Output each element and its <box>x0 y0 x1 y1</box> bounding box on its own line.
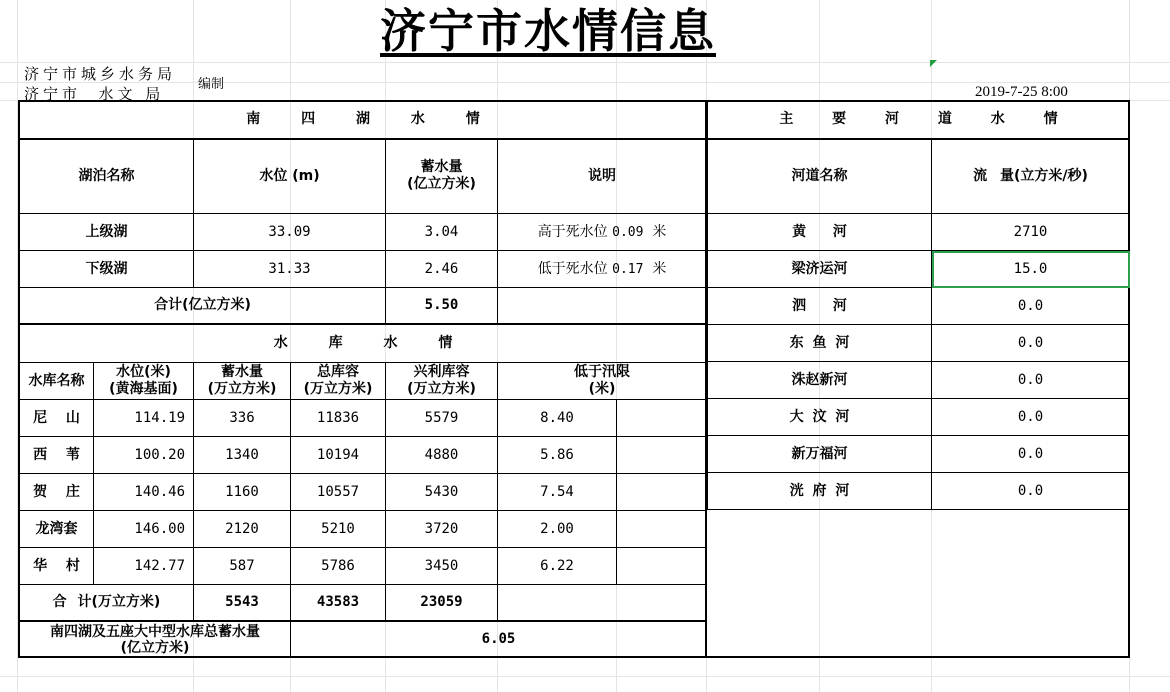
reservoir-storage[interactable]: 1340 <box>194 437 291 474</box>
empty-cell[interactable] <box>617 474 707 511</box>
lake-note-unit: 米 <box>652 260 667 277</box>
lake-table <box>19 101 707 324</box>
report-datetime: 2019-7-25 8:00 <box>975 84 1068 100</box>
table-row <box>20 474 707 511</box>
reservoir-name[interactable]: 尼 山 <box>20 400 94 437</box>
reservoir-table <box>19 324 707 621</box>
table-row <box>20 437 707 474</box>
river-flow[interactable]: 0.0 <box>932 362 1130 399</box>
lake-level[interactable]: 31.33 <box>194 251 386 288</box>
table-row <box>708 473 1130 510</box>
river-name[interactable]: 新万福河 <box>708 436 932 473</box>
reservoir-total-capacity[interactable]: 10557 <box>291 474 386 511</box>
river-flow-selected-cell[interactable]: 15.0 <box>932 251 1130 288</box>
reservoir-level[interactable]: 146.00 <box>94 511 194 548</box>
lake-header-name[interactable]: 湖泊名称 <box>20 139 194 214</box>
empty-cell[interactable] <box>617 400 707 437</box>
river-name[interactable]: 泗 河 <box>708 288 932 325</box>
reservoir-name[interactable]: 贺 庄 <box>20 474 94 511</box>
table-row <box>708 436 1130 473</box>
reservoir-level[interactable]: 114.19 <box>94 400 194 437</box>
river-flow[interactable]: 0.0 <box>932 288 1130 325</box>
org-line-2: 济宁市 水文 局 <box>24 85 165 103</box>
org-line-1: 济宁市城乡水务局 <box>24 65 177 83</box>
section-divider <box>705 101 707 657</box>
reservoir-useful-capacity[interactable]: 5579 <box>386 400 498 437</box>
reservoir-useful-capacity[interactable]: 3720 <box>386 511 498 548</box>
empty-cell[interactable] <box>498 585 707 621</box>
river-name[interactable]: 大 汶 河 <box>708 399 932 436</box>
reservoir-useful-capacity[interactable]: 4880 <box>386 437 498 474</box>
reservoir-total-capacity[interactable]: 10194 <box>291 437 386 474</box>
lake-note-unit: 米 <box>652 223 667 240</box>
empty-cell[interactable] <box>617 548 707 585</box>
reservoir-name[interactable]: 龙湾套 <box>20 511 94 548</box>
reservoir-level[interactable]: 142.77 <box>94 548 194 585</box>
reservoir-header-useful-capacity[interactable]: 兴利库容 (万立方米) <box>386 363 498 400</box>
reservoir-storage[interactable]: 2120 <box>194 511 291 548</box>
empty-cell[interactable] <box>617 511 707 548</box>
river-header-name[interactable]: 河道名称 <box>708 139 932 214</box>
reservoir-name[interactable]: 华 村 <box>20 548 94 585</box>
reservoir-level[interactable]: 140.46 <box>94 474 194 511</box>
lake-header-storage[interactable]: 蓄水量 (亿立方米) <box>386 139 498 214</box>
reservoir-useful-capacity[interactable]: 3450 <box>386 548 498 585</box>
reservoir-total-useful[interactable]: 23059 <box>386 585 498 621</box>
table-row <box>708 288 1130 325</box>
reservoir-below-flood[interactable]: 2.00 <box>498 511 617 548</box>
reservoir-name[interactable]: 西 苇 <box>20 437 94 474</box>
table-row <box>20 511 707 548</box>
lake-header-level[interactable]: 水位 (m) <box>194 139 386 214</box>
table-row <box>708 362 1130 399</box>
empty-cell[interactable] <box>617 437 707 474</box>
reservoir-storage[interactable]: 1160 <box>194 474 291 511</box>
reservoir-total-capacity[interactable]: 11836 <box>291 400 386 437</box>
table-row <box>708 399 1130 436</box>
reservoir-total-storage[interactable]: 5543 <box>194 585 291 621</box>
reservoir-total-capacity[interactable]: 43583 <box>291 585 386 621</box>
river-name[interactable]: 洸 府 河 <box>708 473 932 510</box>
river-flow[interactable]: 0.0 <box>932 473 1130 510</box>
river-flow[interactable]: 2710 <box>932 214 1130 251</box>
table-row <box>20 251 707 288</box>
reservoir-section-title: 水 库 水 情 <box>20 325 707 363</box>
reservoir-header-total-capacity[interactable]: 总库容 (万立方米) <box>291 363 386 400</box>
grand-total-label[interactable]: 南四湖及五座大中型水库总蓄水量 (亿立方米) <box>20 622 291 658</box>
table-row <box>20 548 707 585</box>
cell-comment-marker <box>930 60 937 67</box>
lake-name[interactable]: 下级湖 <box>20 251 194 288</box>
lake-section-title: 南 四 湖 水 情 <box>20 102 707 139</box>
reservoir-storage[interactable]: 336 <box>194 400 291 437</box>
reservoir-level[interactable]: 100.20 <box>94 437 194 474</box>
lake-note[interactable] <box>498 251 707 288</box>
river-name[interactable]: 东 鱼 河 <box>708 325 932 362</box>
table-row <box>708 325 1130 362</box>
reservoir-total-label[interactable]: 合 计(万立方米) <box>20 585 194 621</box>
reservoir-total-capacity[interactable]: 5786 <box>291 548 386 585</box>
table-row <box>20 400 707 437</box>
lake-note-prefix: 高于死水位 <box>537 223 608 240</box>
reservoir-header-below-flood[interactable]: 低于汛限 (米) <box>498 363 707 400</box>
reservoir-below-flood[interactable]: 6.22 <box>498 548 617 585</box>
river-flow[interactable]: 0.0 <box>932 325 1130 362</box>
reservoir-header-level[interactable]: 水位(米) (黄海基面) <box>94 363 194 400</box>
grand-total-value[interactable]: 6.05 <box>291 622 707 658</box>
grand-total-table <box>19 621 707 658</box>
lake-total-label[interactable]: 合计(亿立方米) <box>20 288 386 324</box>
lake-note[interactable] <box>498 214 707 251</box>
reservoir-storage[interactable]: 587 <box>194 548 291 585</box>
reservoir-total-capacity[interactable]: 5210 <box>291 511 386 548</box>
table-row <box>708 251 1130 288</box>
lake-note-value: 0.17 <box>612 261 644 277</box>
table-row <box>708 214 1130 251</box>
river-header-flow[interactable]: 流 量(立方米/秒) <box>932 139 1130 214</box>
river-flow[interactable]: 0.0 <box>932 399 1130 436</box>
lake-header-note[interactable]: 说明 <box>498 139 707 214</box>
river-name[interactable]: 洙赵新河 <box>708 362 932 399</box>
lake-storage[interactable]: 2.46 <box>386 251 498 288</box>
river-flow[interactable]: 0.0 <box>932 436 1130 473</box>
lake-level[interactable]: 33.09 <box>194 214 386 251</box>
reservoir-header-name[interactable]: 水库名称 <box>20 363 94 400</box>
page-title: 济宁市水情信息 <box>380 4 716 58</box>
table-row <box>20 214 707 251</box>
river-section-title: 主 要 河 道 水 情 <box>708 102 1130 139</box>
reservoir-below-flood[interactable]: 7.54 <box>498 474 617 511</box>
lake-name[interactable]: 上级湖 <box>20 214 194 251</box>
river-table <box>707 101 1130 510</box>
river-name[interactable]: 梁济运河 <box>708 251 932 288</box>
reservoir-below-flood[interactable]: 8.40 <box>498 400 617 437</box>
lake-total-value[interactable]: 5.50 <box>386 288 498 324</box>
reservoir-useful-capacity[interactable]: 5430 <box>386 474 498 511</box>
lake-note-prefix: 低于死水位 <box>537 260 608 277</box>
lake-note-value: 0.09 <box>612 224 644 240</box>
reservoir-header-storage[interactable]: 蓄水量 (万立方米) <box>194 363 291 400</box>
river-name[interactable]: 黄 河 <box>708 214 932 251</box>
reservoir-below-flood[interactable]: 5.86 <box>498 437 617 474</box>
compiled-label: 编制 <box>198 77 225 92</box>
empty-cell[interactable] <box>498 288 707 324</box>
lake-storage[interactable]: 3.04 <box>386 214 498 251</box>
